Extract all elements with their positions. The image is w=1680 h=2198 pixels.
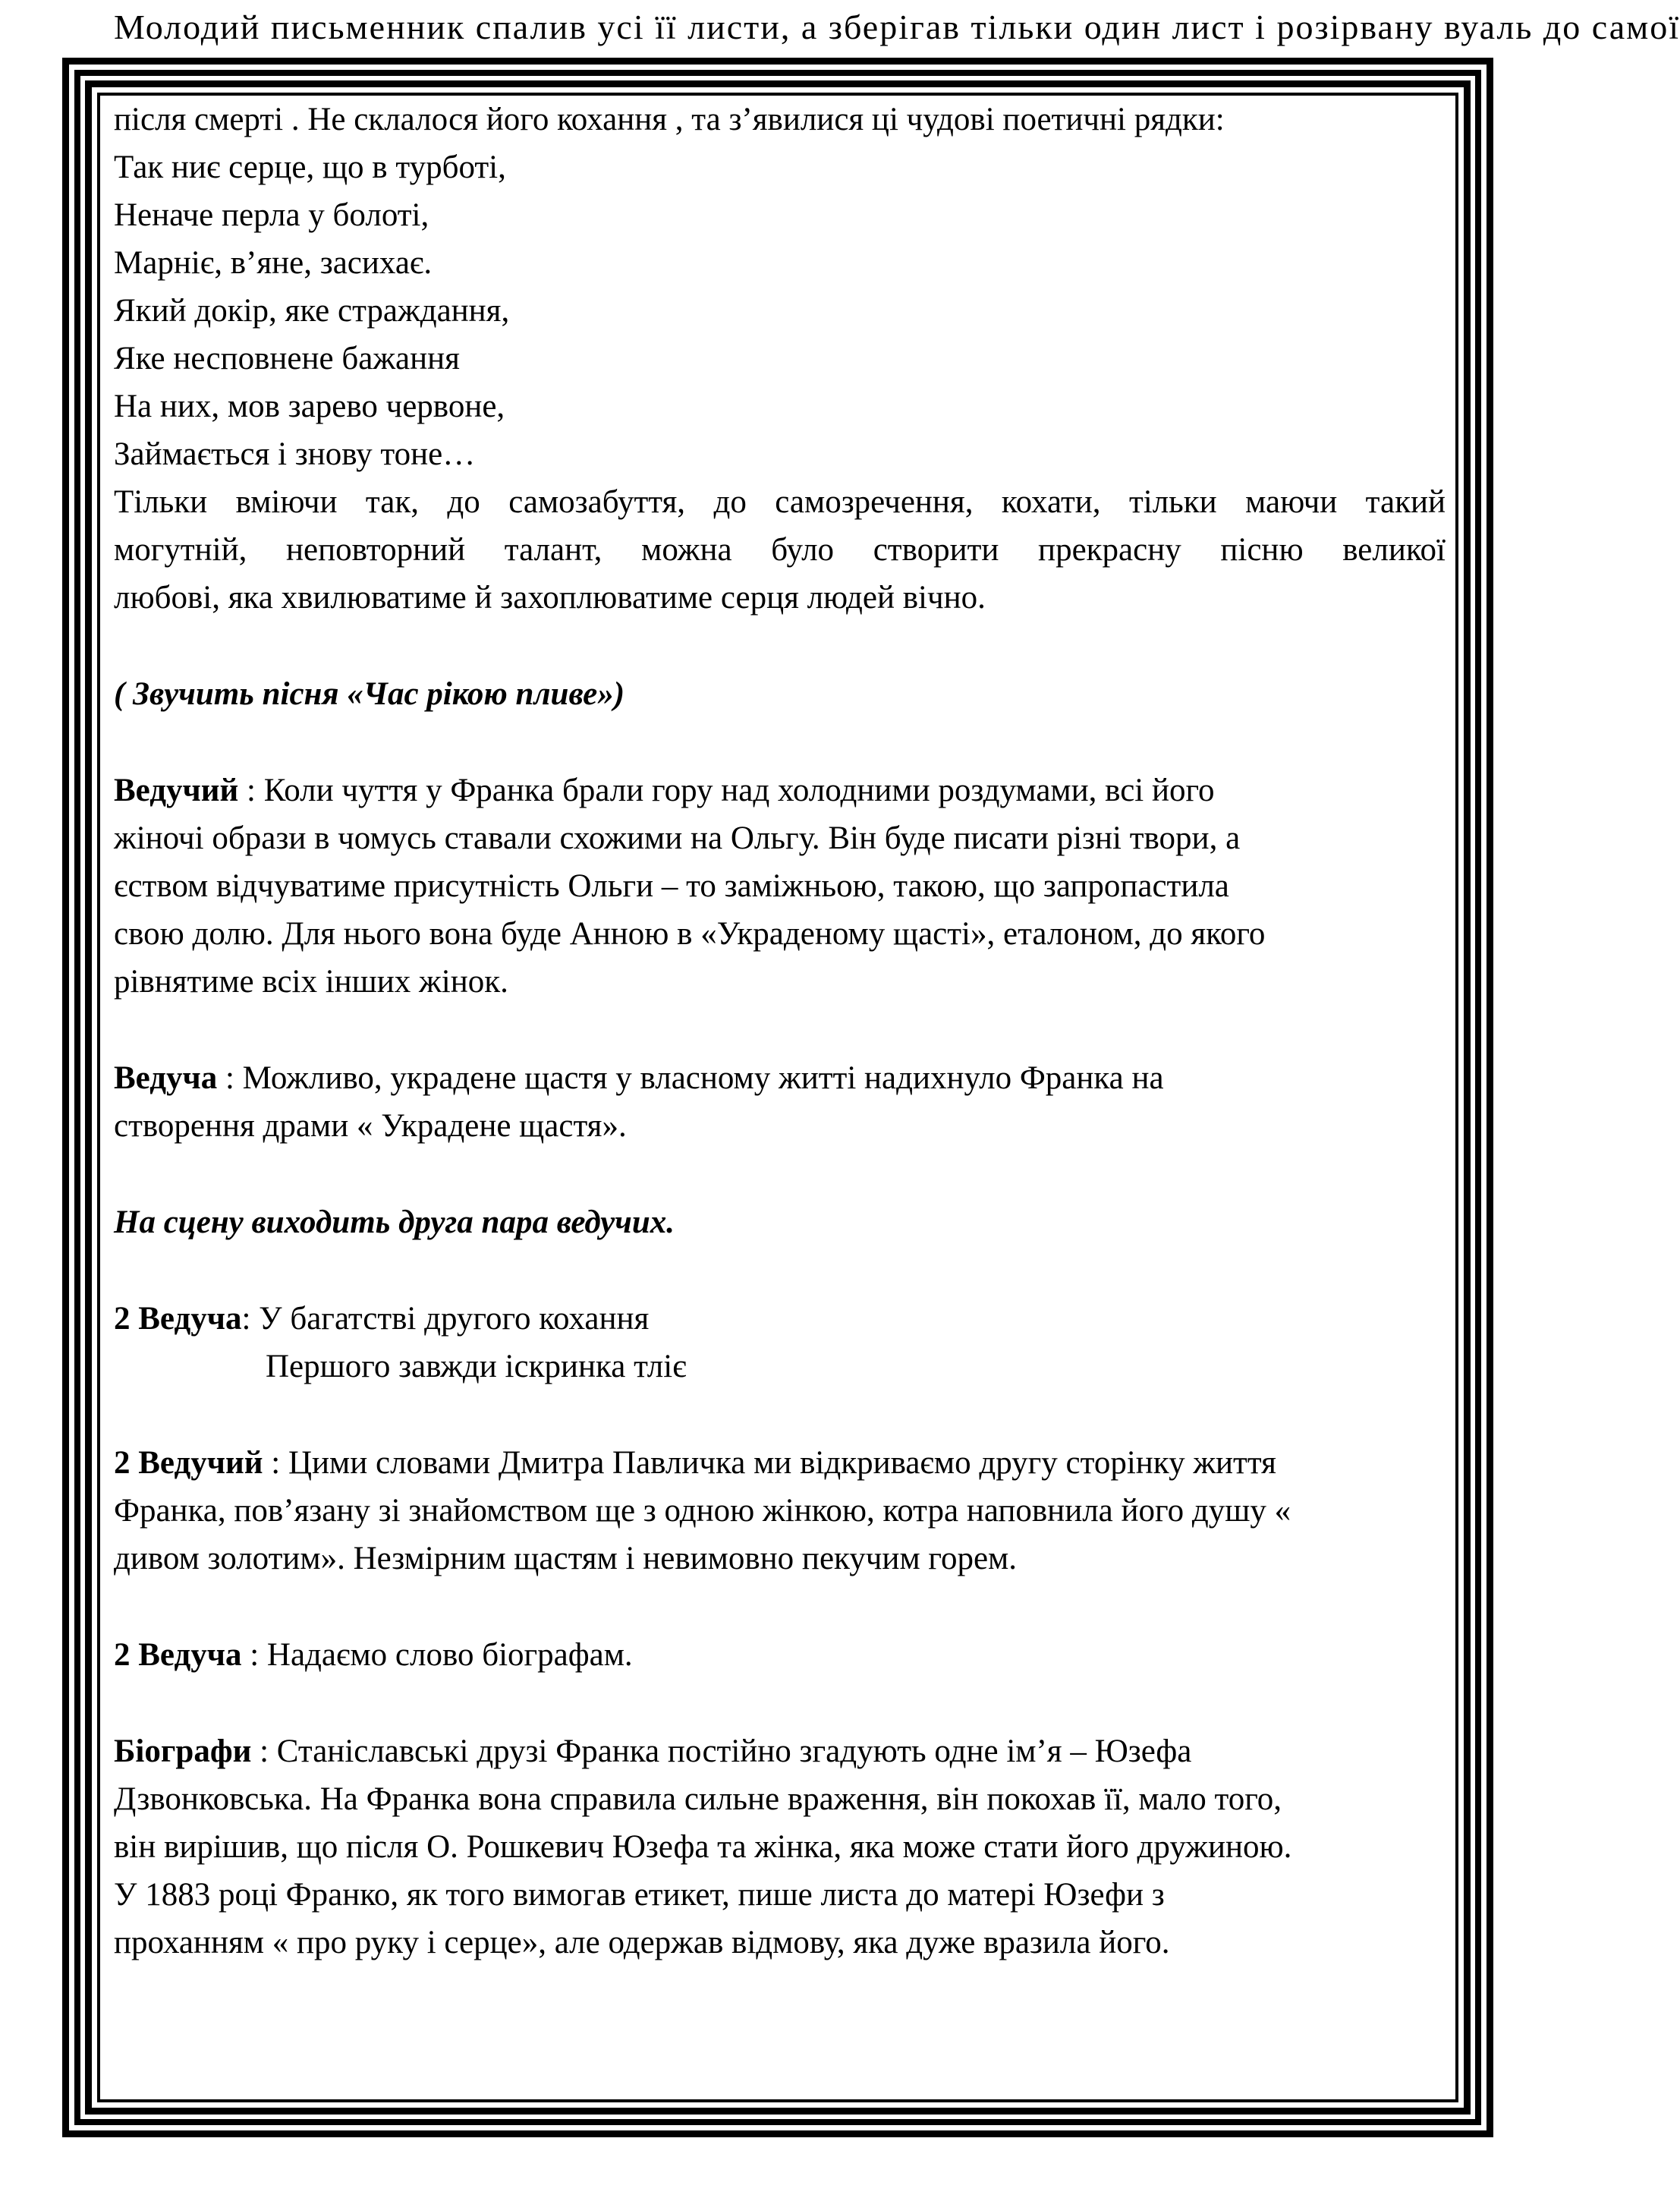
paragraph-line: : Можливо, украдене щастя у власному житті надихнуло Франка на (217, 1060, 1164, 1096)
speaker-label: 2 Ведучий (114, 1445, 263, 1481)
vedushchyi-paragraph (114, 767, 1446, 1006)
poem-line: На них, мов зарево червоне, (114, 389, 505, 424)
speaker-label: 2 Ведуча (114, 1637, 242, 1673)
verse-line: : У багатстві другого кохання (241, 1301, 650, 1337)
intro-line: після смерті . Не склалося його кохання , та з’явилися ці чудові поетичні рядки: (114, 102, 1225, 137)
paragraph-line: любові, яка хвилюватиме й захоплюватиме серця людей вічно. (114, 580, 986, 616)
poem-line: Яке несповнене бажання (114, 341, 460, 376)
paragraph-line: свою долю. Для нього вона буде Анною в «Украденому щасті», еталоном, до якого (114, 916, 1266, 952)
poem-line: Займається і знову тоне… (114, 436, 476, 472)
paragraph-line: проханням « про руку і серце», але одержав відмову, яка дуже вразила його. (114, 1925, 1170, 1960)
paragraph-line: Тільки вміючи так, до самозабуття, до самозречення, кохати, тільки маючи такий (114, 484, 1446, 520)
paragraph-line: Франка, пов’язану зі знайомством ще з одною жінкою, котра наповнила його душу « (114, 1493, 1291, 1529)
paragraph-line: : Станіславські друзі Франка постійно згадують одне ім’я – Юзефа (251, 1734, 1192, 1769)
stage-direction: На сцену виходить друга пара ведучих. (114, 1204, 675, 1240)
paragraph-line: : Надаємо слово біографам. (241, 1637, 633, 1673)
paragraph-line: створення драми « Украдене щастя». (114, 1108, 627, 1144)
paragraph-line: : Коли чуття у Франка брали гору над холодними роздумами, всі його (238, 773, 1215, 808)
verse-line: Першого завжди іскринка тліє (266, 1349, 687, 1384)
veducha-paragraph (114, 1054, 1446, 1150)
poem-line: Так ниє серце, що в турботі, (114, 150, 506, 185)
song-stage-direction: ( Звучить пісня «Час рікою пливе») (114, 676, 625, 712)
paragraph-line: він вирішив, що після О. Рошкевич Юзефа та жінка, яка може стати його дружиною. (114, 1829, 1292, 1865)
paragraph-line: дивом золотим». Незмірним щастям і невимовно пекучим горем. (114, 1541, 1018, 1576)
speaker-label: Біографи (114, 1734, 252, 1769)
speaker-label: Ведуча (114, 1060, 218, 1096)
poem (114, 143, 1446, 478)
paragraph-line: жіночі образи в чомусь ставали схожими на Ольгу. Він буде писати різні твори, а (114, 820, 1241, 856)
speaker-label: Ведучий (114, 773, 239, 808)
poem-line: Неначе перла у болоті, (114, 197, 429, 233)
paragraph-line: могутній, неповторний талант, можна було створити прекрасну пісню великої (114, 532, 1446, 568)
poem-line: Марніє, в’яне, засихає. (114, 245, 433, 281)
document-body (114, 96, 1446, 1967)
paragraph-line: : Цими словами Дмитра Павличка ми відкриваємо другу сторінку життя (263, 1445, 1276, 1481)
paragraph-after-poem (114, 478, 1446, 622)
paragraph-line: Дзвонковська. На Франка вона справила сильне враження, він покохав її, мало того, (114, 1781, 1282, 1817)
speaker-label: 2 Ведуча (114, 1301, 242, 1337)
veducha2-paragraph (114, 1631, 1446, 1679)
paragraph-line: рівнятиме всіх інших жінок. (114, 964, 508, 1000)
vedushchyi2-paragraph (114, 1439, 1446, 1582)
paragraph-line: єством відчуватиме присутність Ольги – то заміжньою, такою, що запропастила (114, 868, 1229, 904)
biografy-paragraph (114, 1727, 1446, 1967)
veducha2-verse (114, 1295, 1446, 1390)
paragraph-line: У 1883 році Франко, як того вимогав етикет, пише листа до матері Юзефи з (114, 1877, 1165, 1913)
cut-off-top-line: Молодий письменник спалив усі її листи, а зберігав тільки один лист і розірвану вуаль до самої (114, 8, 1680, 46)
poem-line: Який докір, яке страждання, (114, 293, 510, 329)
